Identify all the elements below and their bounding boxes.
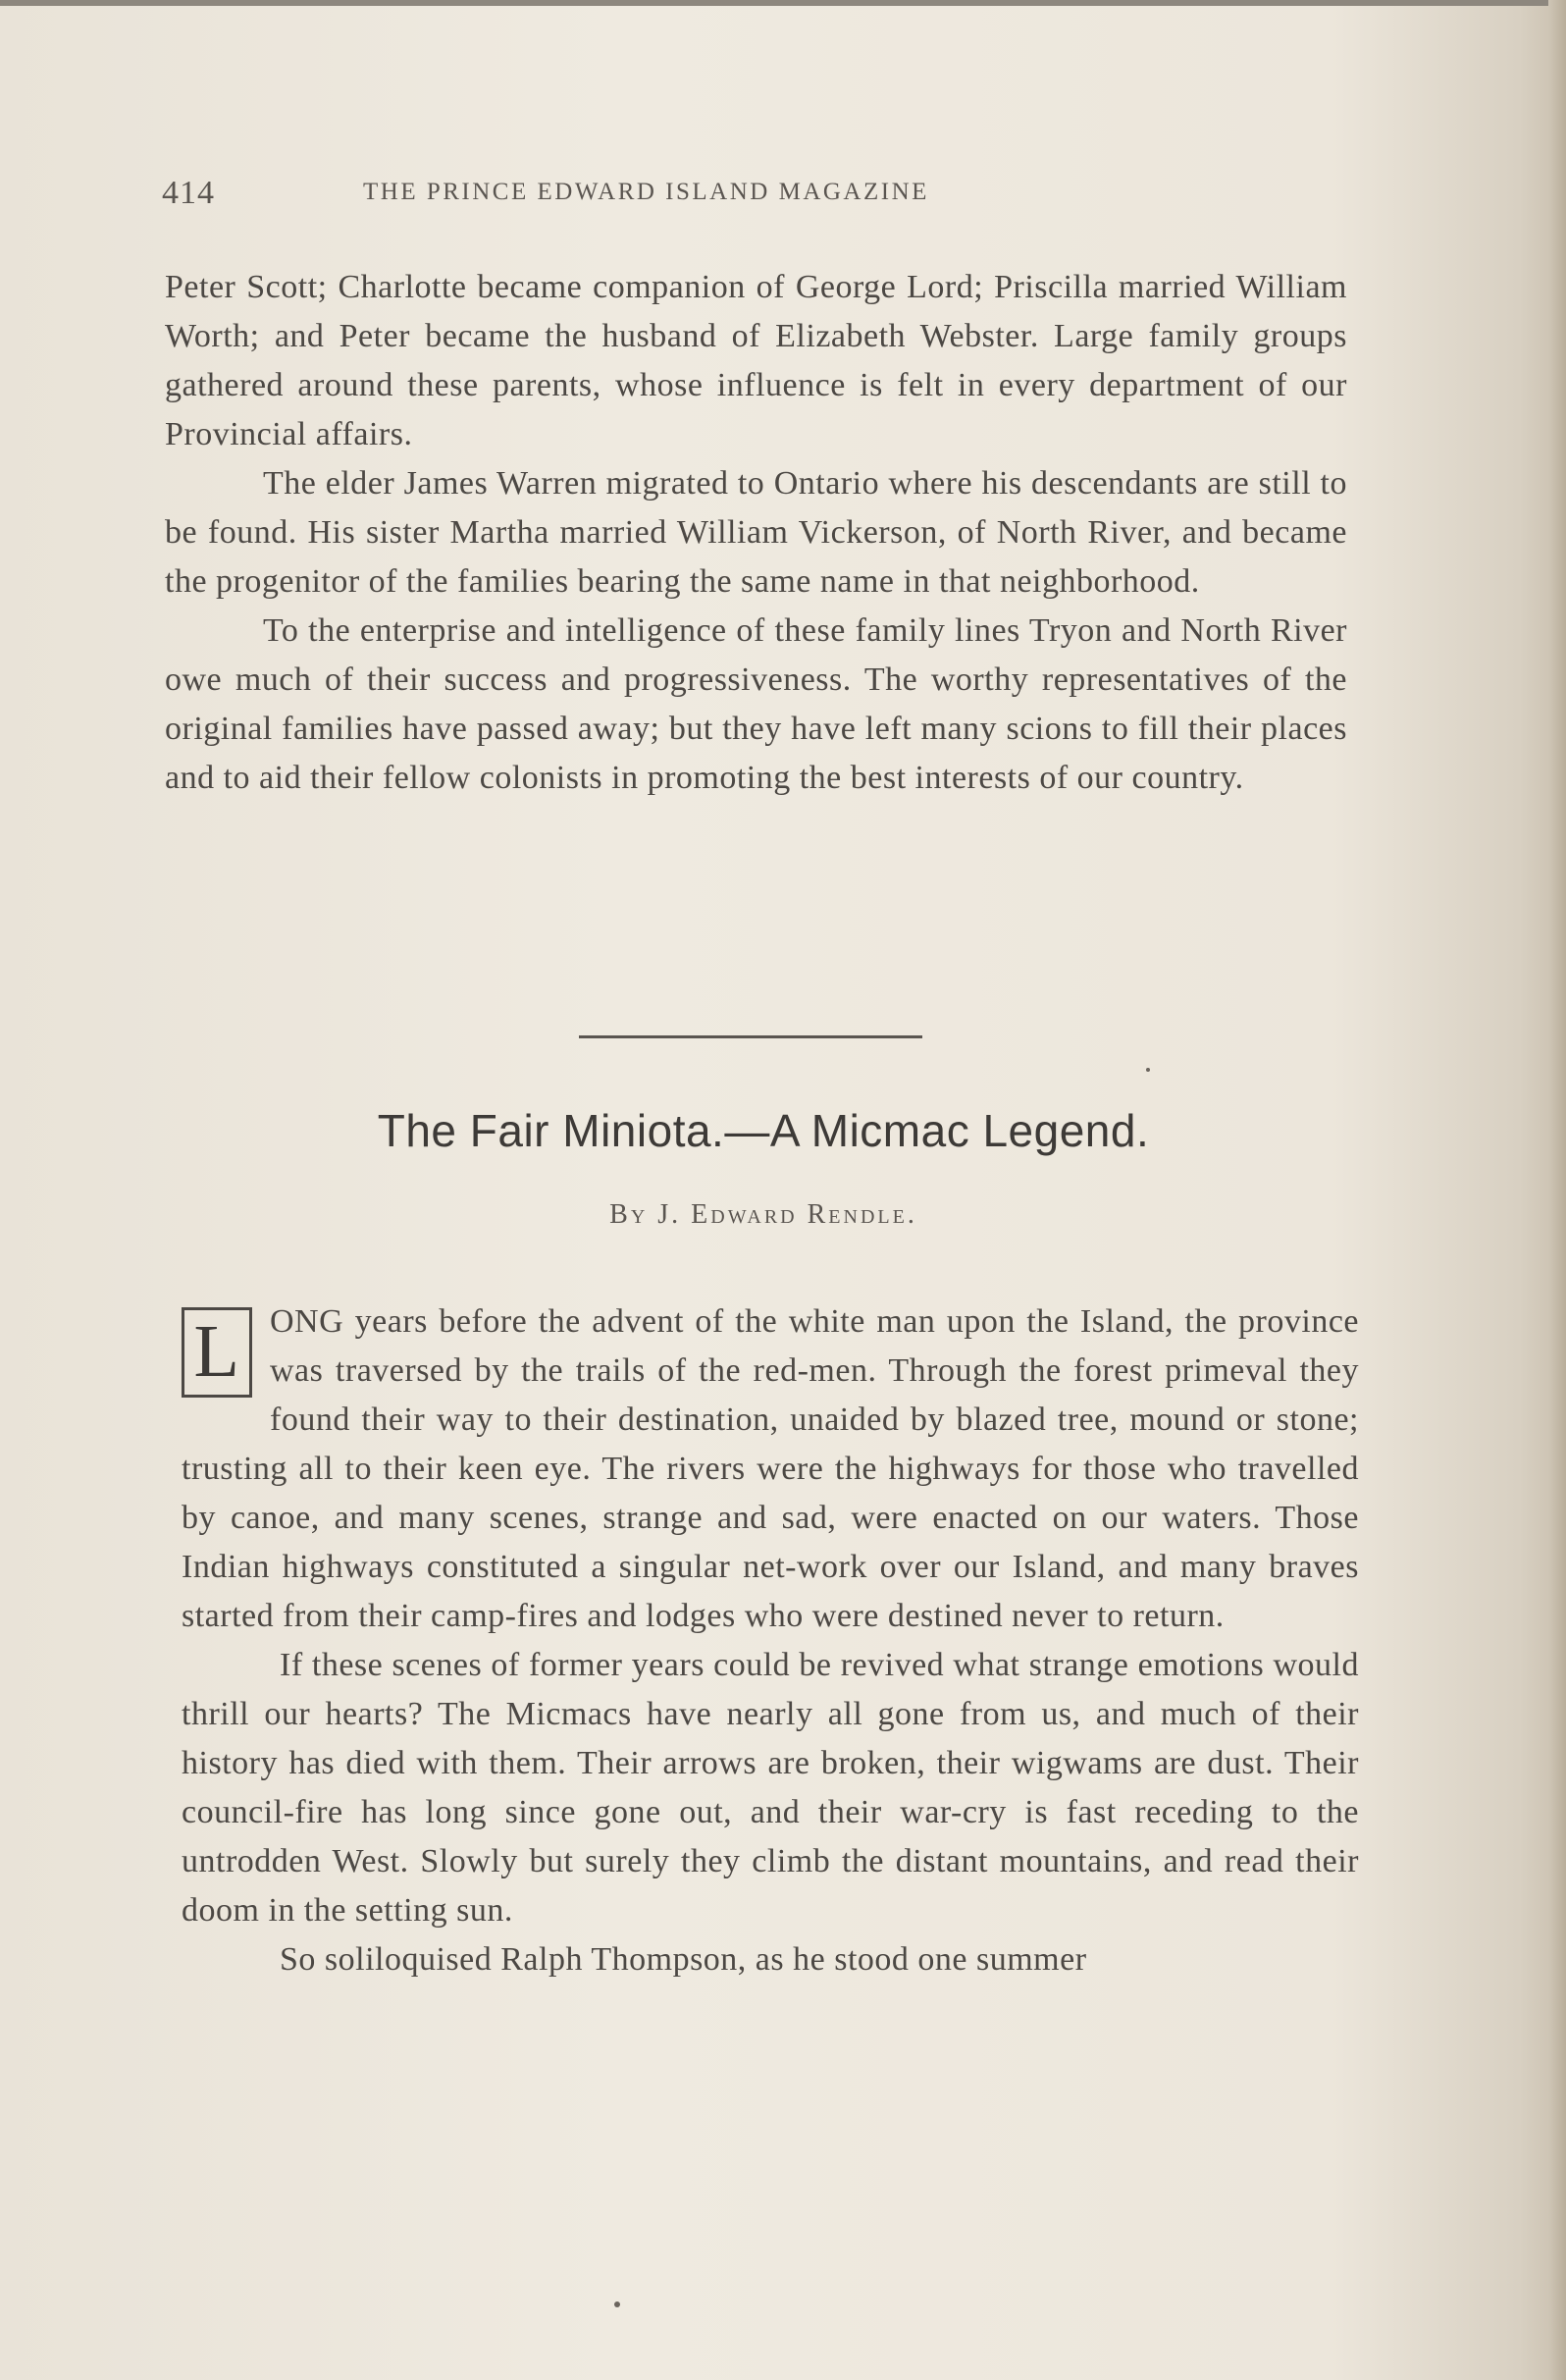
continued-paragraph: The elder James Warren migrated to Ontario where his descendants are still to be found. His sister Martha married William Vickerson, of North River, and became the progenitor of the families bearing the same name in that neighborhood. [165, 465, 1347, 600]
drop-cap: L [182, 1307, 252, 1398]
ink-speck [1146, 1068, 1150, 1072]
article-text-block [182, 1297, 1359, 1984]
article-paragraph: So soliloquised Ralph Thompson, as he stood one summer [280, 1941, 1087, 1978]
article-first-paragraph-text: ONG years before the advent of the white man upon the Island, the province was traversed by the trails of the red-men. Through the forest primeval they found their way to their destination, unaided by blazed tree, mound or stone; trusting all to their keen eye. The rivers were the highways for those who travelled by canoe, and many scenes, strange and sad, were enacted on our waters. Those Indian highways constituted a singular net-work over our Island, and many braves started from their camp-fires and lodges who were destined never to return. [182, 1303, 1359, 1634]
journal-title: THE PRINCE EDWARD ISLAND MAGAZINE [363, 179, 929, 205]
section-separator [579, 1035, 922, 1038]
page-spine-edge [1548, 0, 1566, 2380]
continued-paragraph: To the enterprise and intelligence of these family lines Tryon and North River owe much of their success and progressiveness. The worthy representatives of the original families have passed away; but they have left many scions to fill their places and to aid their fellow colonists in promoting the best interests of our country. [165, 612, 1347, 796]
article-paragraph [182, 1297, 1359, 1641]
ink-speck [614, 2301, 620, 2307]
top-edge-rule [0, 0, 1566, 6]
continued-paragraph: Peter Scott; Charlotte became companion of George Lord; Priscilla married William Worth; and Peter became the husband of Elizabeth Webster. Large family groups gathered around these parents, whose influence is felt in every department of our Provincial affairs. [165, 269, 1347, 452]
page-number: 414 [162, 175, 215, 211]
article-byline: By J. Edward Rendle. [609, 1199, 917, 1230]
article-paragraph: If these scenes of former years could be revived what strange emotions would thrill our hearts? The Micmacs have nearly all gone from us, and much of their history has died with them. Their arrows are broken, their wigwams are dust. Their council-fire has long since gone out, and their war-cry is fast receding to the untrodden West. Slowly but surely they climb the distant mountains, and read their doom in the setting sun. [182, 1647, 1359, 1929]
article-title: The Fair Miniota.—A Micmac Legend. [377, 1105, 1150, 1156]
continued-text-block [165, 263, 1347, 803]
running-head [162, 175, 1143, 214]
